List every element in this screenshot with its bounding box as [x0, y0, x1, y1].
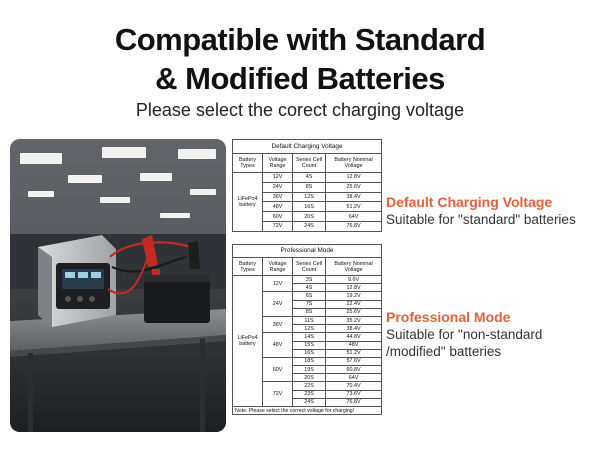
table-cell: 72V — [263, 221, 293, 231]
header-voltage-range: Voltage Range — [263, 154, 293, 173]
table-cell: 4S — [293, 173, 326, 183]
table-cell: 19S — [293, 366, 326, 374]
page-headline — [0, 20, 600, 98]
table-cell: 57.6V — [326, 357, 382, 365]
table-cell: 24S — [293, 398, 326, 406]
table-cell: 12.8V — [326, 173, 382, 183]
table-cell: 12S — [293, 325, 326, 333]
pro-table-caption: Professional Mode — [233, 245, 382, 258]
table-cell: 6S — [293, 292, 326, 300]
range-cell: 48V — [263, 333, 293, 358]
battery-type-cell: LiFePo4 battery — [233, 276, 263, 407]
table-cell: 4S — [293, 284, 326, 292]
charger-photo — [10, 139, 226, 432]
table-cell: 24V — [263, 182, 293, 192]
table-cell: 3S — [293, 276, 326, 284]
table-cell: 36V — [263, 192, 293, 202]
table-cell: 64V — [326, 374, 382, 382]
table-cell: 14S — [293, 333, 326, 341]
table-cell: 12S — [293, 192, 326, 202]
table-cell: 64V — [326, 212, 382, 222]
table-cell: 76.8V — [326, 221, 382, 231]
pro-mode-title: Professional Mode — [386, 309, 511, 325]
range-cell: 12V — [263, 276, 293, 292]
default-mode-title: Default Charging Voltage — [386, 194, 553, 210]
battery-type-cell: LiFePo4 battery — [233, 173, 263, 232]
table-cell: 12.8V — [326, 284, 382, 292]
header-voltage-range: Voltage Range — [263, 258, 293, 276]
range-cell: 72V — [263, 382, 293, 407]
page-subtitle: Please select the corect charging voltage — [135, 100, 465, 120]
table-cell: 18S — [293, 357, 326, 365]
default-mode-description — [386, 194, 576, 228]
range-cell: 60V — [263, 357, 293, 382]
table-cell: 73.6V — [326, 390, 382, 398]
table-cell: 7S — [293, 300, 326, 308]
table-cell: 48V — [326, 341, 382, 349]
table-cell: 60V — [263, 212, 293, 222]
table-cell: 60.8V — [326, 366, 382, 374]
pro-mode-description — [386, 309, 542, 360]
table-cell: 16S — [293, 202, 326, 212]
table-cell: 38.4V — [326, 325, 382, 333]
header-nominal-voltage: Battery Nominal Voltage — [326, 258, 382, 276]
table-cell: 70.4V — [326, 382, 382, 390]
table-cell: 25.6V — [326, 308, 382, 316]
table-cell: 22S — [293, 382, 326, 390]
table-cell: 35.2V — [326, 316, 382, 324]
header-battery-types: Battery Types — [233, 258, 263, 276]
table-cell: 23S — [293, 390, 326, 398]
table-cell: 9.6V — [326, 276, 382, 284]
range-cell: 24V — [263, 292, 293, 317]
range-cell: 36V — [263, 316, 293, 332]
table-cell: 44.8V — [326, 333, 382, 341]
table-cell: 25.6V — [326, 182, 382, 192]
table-cell: 20S — [293, 374, 326, 382]
table-cell: 8S — [293, 308, 326, 316]
table-cell: 19.2V — [326, 292, 382, 300]
pro-mode-desc-line-1: Suitable for "non-standard — [386, 327, 543, 342]
header-nominal-voltage: Battery Nominal Voltage — [326, 154, 382, 173]
pro-mode-desc-line-2: /modified" batteries — [386, 344, 502, 359]
table-cell: 20S — [293, 212, 326, 222]
default-table-caption: Default Charging Voltage — [233, 140, 382, 154]
table-cell: 76.8V — [326, 398, 382, 406]
default-voltage-table — [232, 139, 382, 232]
table-note: Note: Please select the correct voltage for charging! — [233, 407, 382, 415]
table-cell: 51.2V — [326, 202, 382, 212]
table-cell: 16S — [293, 349, 326, 357]
table-cell: 8S — [293, 182, 326, 192]
table-cell: 15S — [293, 341, 326, 349]
headline-line-1: Compatible with Standard — [114, 22, 486, 57]
headline-line-2: & Modified Batteries — [155, 61, 445, 96]
default-mode-desc: Suitable for "standard" batteries — [386, 212, 576, 227]
header-series-cell-count: Series Cell Count — [293, 154, 326, 173]
header-series-cell-count: Series Cell Count — [293, 258, 326, 276]
table-cell: 38.4V — [326, 192, 382, 202]
table-cell: 11S — [293, 316, 326, 324]
table-cell: 24S — [293, 221, 326, 231]
table-cell: 12V — [263, 173, 293, 183]
table-cell: 22.4V — [326, 300, 382, 308]
header-battery-types: Battery Types — [233, 154, 263, 173]
table-cell: 48V — [263, 202, 293, 212]
table-cell: 51.2V — [326, 349, 382, 357]
professional-mode-table — [232, 244, 382, 415]
